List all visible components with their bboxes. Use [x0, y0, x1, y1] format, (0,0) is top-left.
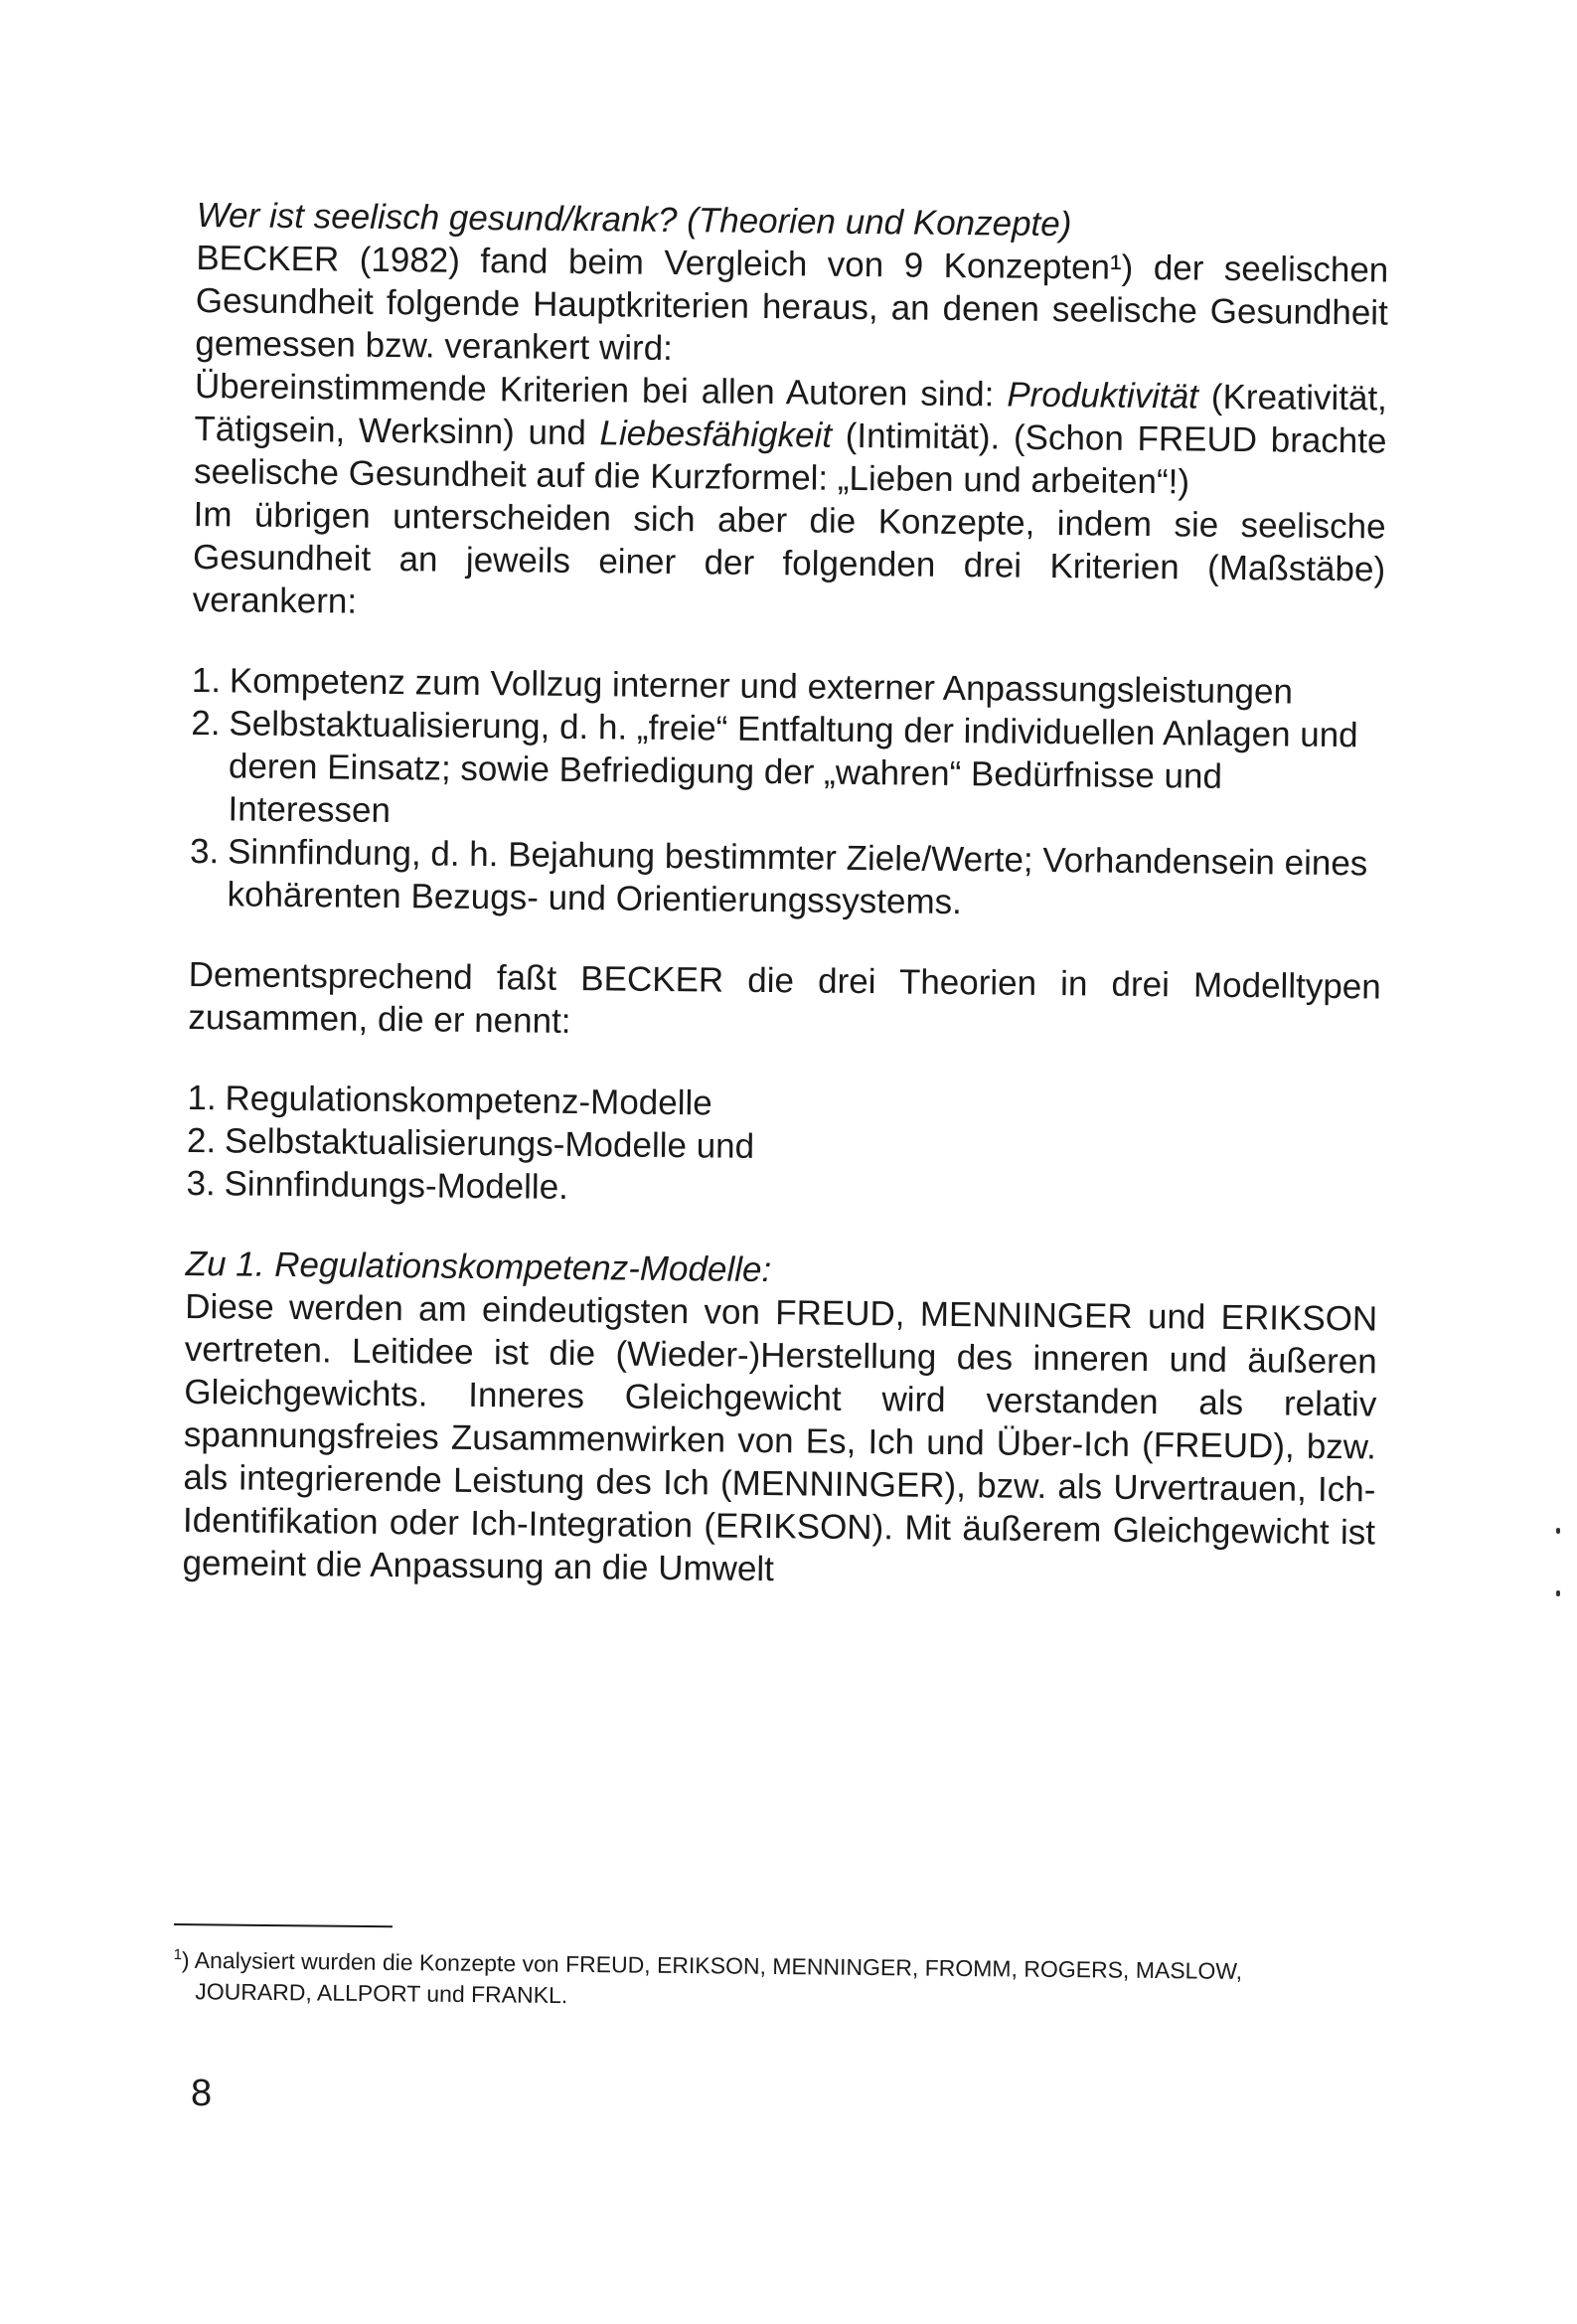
criteria-item [190, 702, 1383, 843]
subsection-heading: Zu 1. Regulationskompetenz-Modelle: [185, 1244, 772, 1290]
list-number: 1. [191, 660, 222, 701]
summary-paragraph: Dementsprechend faßt BECKER die drei Theorien in drei Modelltypen zusammen, die er nennt: [188, 954, 1381, 1041]
list-text: Selbstaktualisierungs-Modelle und [224, 1121, 755, 1166]
main-text-column [182, 194, 1389, 1596]
footnote-area [173, 1923, 1386, 2019]
criteria-item [189, 830, 1382, 928]
footnote-text-1: ) Analysiert wurden die Konzepte von FREUD, ERIKSON, MENNINGER, FROMM, ROGERS, MASLOW, [181, 1946, 1243, 1984]
intro-paragraph: BECKER (1982) fand beim Vergleich von 9 Konzepten¹) der seelischen Gesundheit folgende Hauptkriterien heraus, an denen seelische Gesundheit gemessen bzw. verankert wird: [195, 238, 1389, 369]
list-text: Regulationskompetenz-Modelle [225, 1079, 712, 1123]
scan-speck [1556, 1590, 1560, 1596]
list-number: 3. [186, 1163, 216, 1204]
subsection-paragraph: Diese werden am eindeutigsten von FREUD, MENNINGER und ERIKSON vertreten. Leitidee ist die (Wieder-)Herstellung des inneren und äußeren Gleichgewichts. Inneres Gleichgewicht wird verstanden als relativ spannungsfreies Zusammenwirken von Es, Ich und Über-Ich (FREUD), bzw. als integrierende Leistung des Ich (MENNINGER), bzw. als Urvertrauen, Ich-Identifikation oder Ich-Integration (ERIKSON). Mit äußerem Gleichgewicht ist gemeint die Anpassung an die Umwelt [182, 1286, 1378, 1589]
para2-start: Übereinstimmende Kriterien bei allen Autoren sind: [194, 366, 1008, 415]
list-number: 2. [186, 1120, 217, 1161]
criteria-list [189, 659, 1384, 928]
section-heading: Wer ist seelisch gesund/krank? (Theorien und Konzepte) [196, 195, 1072, 245]
footnote-divider [174, 1923, 393, 1927]
love-ability-term: Liebesfähigkeit [599, 414, 833, 455]
models-list [186, 1077, 1379, 1218]
productivity-term: Produktivität [1007, 375, 1199, 416]
list-number: 1. [187, 1078, 217, 1118]
differences-paragraph: Im übrigen unterscheiden sich aber die Konzepte, indem sie seelische Gesundheit an jeweils einer der folgenden drei Kriterien (Maßstäbe) verankern: [192, 494, 1386, 621]
list-text: Sinnfindung, d. h. Bejahung bestimmter Ziele/Werte; Vorhandensein eines kohärenten Bezugs- und Orientierungssystems. [227, 832, 1368, 922]
list-text: Sinnfindungs-Modelle. [224, 1164, 569, 1207]
list-text: Selbstaktualisierung, d. h. „freie“ Entfaltung der individuellen Anlagen und deren Einsatz; sowie Befriedigung der „wahren“ Bedürfnisse und Interessen [228, 704, 1358, 831]
criteria-agreement-paragraph [194, 365, 1387, 506]
page-number: 8 [191, 2073, 213, 2114]
list-text: Kompetenz zum Vollzug interner und externer Anpassungsleistungen [229, 661, 1294, 712]
footnote-marker: 1 [173, 1945, 183, 1964]
list-number: 3. [189, 831, 220, 872]
scan-speck [1556, 1528, 1560, 1534]
footnote-line-2: JOURARD, ALLPORT und FRANKL. [195, 1977, 568, 2008]
list-number: 2. [191, 703, 221, 744]
para2-mid: (Kreativität, Tätigsein, Werksinn) und [194, 377, 1388, 453]
para2-end: (Intimität). (Schon FREUD brachte seelische Gesundheit auf die Kurzformel: „Lieben und arbeiten“!) [193, 415, 1387, 502]
